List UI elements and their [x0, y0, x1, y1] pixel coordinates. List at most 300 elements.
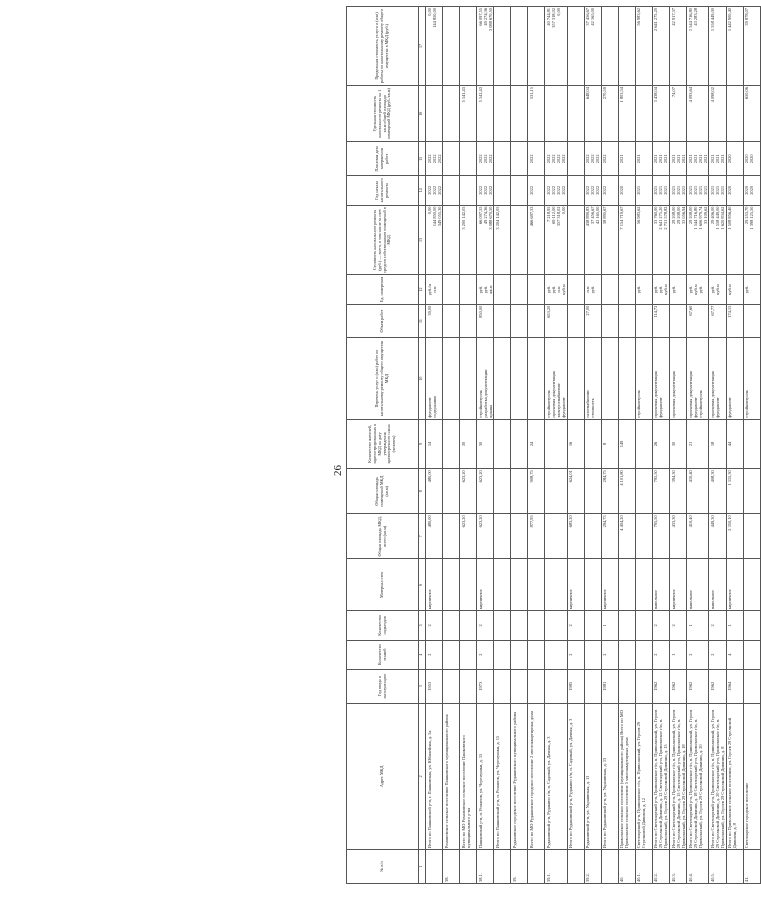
- cell-line: 2 350,10: [727, 515, 733, 531]
- year-cell: [726, 669, 743, 703]
- cell-line: газоснабжение: [585, 389, 591, 418]
- unit-cell: [709, 275, 726, 304]
- column-header: Плановая дата завершения работ: [347, 142, 419, 176]
- cell-line: 2: [426, 624, 432, 627]
- cell-line: 2021: [709, 185, 715, 195]
- row-number: [618, 850, 635, 884]
- row-number: [652, 850, 669, 884]
- row-number: [494, 850, 511, 884]
- cell-line: фундамент: [715, 397, 720, 418]
- cost-cell: [601, 205, 618, 275]
- limit-cost-cell: [443, 7, 460, 86]
- wall-material-cell: [618, 559, 635, 611]
- cell-line: 1: [670, 653, 676, 656]
- year-cell: [426, 669, 443, 703]
- cell-line: 2022: [487, 185, 493, 195]
- cell-line: 0,00: [556, 8, 561, 16]
- year-cell: [494, 669, 511, 703]
- residents-cell: [426, 419, 443, 469]
- cell-line: 2022: [482, 154, 488, 164]
- limit-cost-cell: [567, 7, 584, 86]
- table-row: [443, 7, 460, 884]
- cell-line: 270,59: [602, 87, 608, 100]
- column-number: 14: [419, 176, 426, 205]
- cell-line: 2021: [658, 154, 664, 164]
- cell-line: Рудакинское городское поселение Рудакинского муниципального района: [511, 711, 517, 849]
- unit-cost-cell: [443, 86, 460, 142]
- residents-cell: [601, 419, 618, 469]
- address-cell: [545, 703, 567, 850]
- floors-cell: [443, 640, 460, 669]
- cell-line: 2021: [658, 185, 664, 195]
- unit-cost-cell: [601, 86, 618, 142]
- cell-line: руб.: [697, 285, 703, 294]
- wall-material-cell: [477, 559, 494, 611]
- cell-line: 2020: [619, 185, 625, 195]
- unit-cell: [494, 275, 511, 304]
- total-area-cell: [494, 514, 511, 559]
- volume-cell: [494, 304, 511, 338]
- residents-cell: [687, 419, 709, 469]
- year-cell: [709, 669, 726, 703]
- residents-cell: [494, 419, 511, 469]
- column-number: 15: [419, 142, 426, 176]
- cell-line: 33 760,00: [653, 206, 659, 225]
- table-row: [477, 7, 494, 884]
- cell-line: 2021: [697, 154, 703, 164]
- total-area-cell: [477, 514, 494, 559]
- row-number: [584, 850, 601, 884]
- cell-line: кирпичное: [568, 589, 574, 610]
- cell-line: электроснабжение: [556, 383, 561, 418]
- entrances-cell: [743, 611, 760, 640]
- cell-line: 2022: [482, 185, 488, 195]
- cost-cell: [443, 205, 460, 275]
- cell-line: 2: [709, 624, 715, 627]
- cell-line: 0,00: [561, 206, 567, 215]
- column-number: 3: [419, 669, 426, 703]
- total-area-cell: [652, 514, 669, 559]
- address-cell: [584, 703, 601, 850]
- cell-line: 3 088 670,50: [487, 206, 493, 230]
- end-year-cell: [511, 142, 528, 176]
- cell-line: 2021: [619, 154, 625, 164]
- cell-line: 2021: [709, 154, 715, 164]
- cell-line: 2022: [431, 154, 437, 164]
- volume-cell: [743, 304, 760, 338]
- cell-line: 29 208,00: [675, 206, 681, 225]
- works-cell: [528, 338, 545, 419]
- cell-line: кирпичное: [727, 589, 733, 610]
- page-number: 26: [332, 465, 344, 476]
- start-year-cell: [494, 176, 511, 205]
- cell-line: 2022: [585, 185, 591, 195]
- unit-cost-cell: [511, 86, 528, 142]
- cell-line: 43 283,28: [692, 8, 698, 26]
- year-cell: [528, 669, 545, 703]
- unit-cell: [443, 275, 460, 304]
- total-area-cell: [709, 514, 726, 559]
- row-number: [426, 850, 443, 884]
- end-year-cell: [743, 142, 760, 176]
- cell-line: Пашковский р-н, п. Романов, ул. Черемушки, д. 15: [477, 753, 483, 849]
- cell-line: крыша: [487, 405, 493, 418]
- column-number: 1: [419, 850, 426, 884]
- cell-line: 39.1.: [545, 873, 551, 882]
- cell-line: 1 544 716,80: [692, 206, 698, 230]
- address-cell: [709, 703, 726, 850]
- unit-cost-cell: [670, 86, 687, 142]
- cell-line: 2021: [702, 154, 708, 164]
- wall-material-cell: [443, 559, 460, 611]
- cell-line: руб.: [590, 285, 596, 294]
- column-header: Общая площадь МКД, всего (кв.м): [347, 514, 419, 559]
- cost-cell: [477, 205, 494, 275]
- cell-line: панельное: [653, 589, 659, 610]
- entrances-cell: [652, 611, 669, 640]
- cost-cell: [511, 205, 528, 275]
- cell-line: 2021: [675, 185, 681, 195]
- unit-cost-cell: [635, 86, 652, 142]
- cell-line: руб.: [658, 285, 664, 294]
- cell-line: 2021: [715, 185, 720, 195]
- row-number: [511, 850, 528, 884]
- cell-line: 2021: [720, 154, 726, 164]
- wall-material-cell: [670, 559, 687, 611]
- unit-cell: [726, 275, 743, 304]
- cell-line: 40.1.: [636, 873, 642, 882]
- limit-cost-cell: [426, 7, 443, 86]
- floors-cell: [567, 640, 584, 669]
- entrances-cell: [709, 611, 726, 640]
- column-header: № п/п: [347, 850, 419, 884]
- total-area-cell: [567, 514, 584, 559]
- end-year-cell: [567, 142, 584, 176]
- cell-line: 2022: [590, 185, 596, 195]
- cell-line: 149: [619, 440, 625, 448]
- unit-cell: [652, 275, 669, 304]
- cell-line: фундамент: [426, 397, 432, 418]
- cell-line: 1 544 716,80: [687, 8, 693, 32]
- cell-line: 480,00: [426, 470, 432, 483]
- cell-line: 2022: [602, 154, 608, 164]
- start-year-cell: [652, 176, 669, 205]
- residents-cell: [670, 419, 687, 469]
- volume-cell: [511, 304, 528, 338]
- cell-line: руб.: [653, 285, 659, 294]
- residents-cell: [443, 419, 460, 469]
- floors-cell: [743, 640, 760, 669]
- end-year-cell: [477, 142, 494, 176]
- cell-line: 2: [687, 653, 693, 656]
- floors-cell: [511, 640, 528, 669]
- start-year-cell: [545, 176, 567, 205]
- cell-line: Итого по Рудакинский р-н, ул. Украинская, д. 13: [602, 757, 608, 849]
- floors-cell: [494, 640, 511, 669]
- volume-cell: [567, 304, 584, 338]
- entrances-cell: [618, 611, 635, 640]
- address-cell: [494, 703, 511, 850]
- wall-material-cell: [584, 559, 601, 611]
- wall-material-cell: [545, 559, 567, 611]
- total-area-cell: [443, 514, 460, 559]
- cell-line: 2022: [528, 154, 534, 164]
- table-row: [743, 7, 760, 884]
- residents-cell: [460, 419, 477, 469]
- column-header: Количество подъездов: [347, 611, 419, 640]
- cell-line: 2022: [528, 185, 534, 195]
- cell-line: руб.: [482, 285, 488, 294]
- year-cell: [584, 669, 601, 703]
- residents-cell: [618, 419, 635, 469]
- cell-line: 74,07: [670, 87, 676, 97]
- cell-line: 44: [727, 441, 733, 447]
- address-cell: [726, 703, 743, 850]
- cell-line: руб.: [545, 285, 551, 294]
- entrances-cell: [584, 611, 601, 640]
- floors-cell: [652, 640, 669, 669]
- cell-line: 67,77: [709, 305, 715, 316]
- premises-area-cell: [584, 469, 601, 514]
- limit-cost-cell: [709, 7, 726, 86]
- cell-line: кирпичное: [602, 589, 608, 610]
- unit-cell: [545, 275, 567, 304]
- cell-line: 1962: [653, 681, 659, 691]
- total-area-cell: [584, 514, 601, 559]
- cell-line: 40.: [619, 876, 625, 882]
- unit-cell: [618, 275, 635, 304]
- row-number: [545, 850, 567, 884]
- column-number: 5: [419, 611, 426, 640]
- row-number: [443, 850, 460, 884]
- entrances-cell: [567, 611, 584, 640]
- wall-material-cell: [635, 559, 652, 611]
- column-number: 12: [419, 275, 426, 304]
- address-cell: [460, 703, 477, 850]
- column-header: Перечень услуг и (или) работ по капитальному ремонту общего имущества МКД: [347, 338, 419, 419]
- volume-cell: [726, 304, 743, 338]
- column-number: 17: [419, 7, 426, 86]
- column-header: Количество жителей, зарегистрированных в МКД на дату утверждения краткосрочного плана (человек): [347, 419, 419, 469]
- works-cell: [477, 338, 494, 419]
- cell-line: 41.: [744, 876, 750, 882]
- total-area-cell: [635, 514, 652, 559]
- unit-cell: [584, 275, 601, 304]
- row-number: [709, 850, 726, 884]
- cell-line: 850,00: [477, 305, 483, 318]
- cell-line: 650,06: [744, 87, 750, 100]
- unit-cell: [511, 275, 528, 304]
- cell-line: 2021: [697, 185, 703, 195]
- unit-cost-cell: [652, 86, 669, 142]
- cell-line: 394,30: [670, 470, 676, 483]
- cell-line: Итого по Рудакинский р-н, Рудакино г/п, п. Садовый, ул. Дачная, д. 3: [568, 718, 574, 849]
- cell-line: 2022: [436, 154, 442, 164]
- address-cell: [601, 703, 618, 850]
- cell-line: 2: [709, 653, 715, 656]
- volume-cell: [545, 304, 567, 338]
- cell-line: 42 917,37: [670, 8, 676, 26]
- cost-cell: [652, 205, 669, 275]
- cell-line: руб.: [670, 285, 676, 294]
- limit-cost-cell: [528, 7, 545, 86]
- cell-line: 1 606 979,74: [697, 206, 703, 230]
- start-year-cell: [726, 176, 743, 205]
- premises-area-cell: [443, 469, 460, 514]
- total-area-cell: [545, 514, 567, 559]
- cost-cell: [618, 205, 635, 275]
- premises-area-cell: [635, 469, 652, 514]
- cell-line: 438 899,83: [585, 206, 591, 227]
- cell-line: 2022: [561, 154, 567, 164]
- cell-line: 683,20: [568, 515, 574, 528]
- year-cell: [443, 669, 460, 703]
- cell-line: Романовское сельское поселение Пашковского муниципального района: [443, 714, 449, 849]
- column-header: Стоимость капитального ремонта (руб.) — всего, в том числе за счет средств собственников помещений в МКД: [347, 205, 419, 275]
- table-row: [635, 7, 652, 884]
- cell-line: фундамент: [561, 397, 567, 418]
- cell-line: 42 165,00: [595, 206, 601, 225]
- total-area-cell: [426, 514, 443, 559]
- capital-repair-table: [346, 6, 761, 884]
- cell-line: 2022: [545, 185, 551, 195]
- cell-line: куб.м: [727, 284, 733, 295]
- cell-line: 14: [426, 441, 432, 447]
- cell-line: 2021: [702, 185, 708, 195]
- premises-area-cell: [494, 469, 511, 514]
- cell-line: 2 731 578,82: [663, 206, 669, 230]
- works-cell: [494, 338, 511, 419]
- cell-line: Итого по Светлоярский р-н, Приволжское г/п, п. Приволжский, ул. Героев 29 Стрелковой Дивизии, д. 18 Светлоярский р-н, Приволжское г/п, п. Приволжский, ул. Героев 29 Стрелковой Дивизии, д. 20: [687, 709, 703, 849]
- end-year-cell: [528, 142, 545, 176]
- cost-cell: [528, 205, 545, 275]
- cell-line: руб.: [477, 285, 483, 294]
- cell-line: 1985: [568, 681, 574, 691]
- start-year-cell: [709, 176, 726, 205]
- year-cell: [670, 669, 687, 703]
- end-year-cell: [618, 142, 635, 176]
- cell-line: 2022: [556, 185, 561, 195]
- year-cell: [618, 669, 635, 703]
- works-cell: [545, 338, 567, 419]
- premises-area-cell: [477, 469, 494, 514]
- premises-area-cell: [726, 469, 743, 514]
- premises-area-cell: [511, 469, 528, 514]
- cell-line: 27,00: [585, 305, 591, 316]
- row-number: [670, 850, 687, 884]
- cell-line: 7 154 719,67: [619, 206, 625, 230]
- unit-cell: [528, 275, 545, 304]
- cell-line: 3 088 670,50: [487, 8, 493, 32]
- cell-line: 33 109,62: [702, 206, 708, 225]
- cell-line: 648,04: [585, 87, 591, 100]
- cell-line: 66 097,55: [477, 206, 483, 225]
- cell-line: 2021: [663, 185, 669, 195]
- cost-cell: [426, 205, 443, 275]
- cell-line: 2021: [687, 185, 693, 195]
- address-cell: [567, 703, 584, 850]
- cell-line: 1 558 449,00: [715, 206, 720, 230]
- cell-line: 38.1.: [477, 873, 483, 882]
- cell-line: 40.5.: [709, 873, 715, 882]
- cell-line: стройконтроль: [545, 390, 551, 418]
- column-header: Предельная стоимость услуги и (или) работы по капитальному ремонту общего имущества в МКД (руб.): [347, 7, 419, 86]
- volume-cell: [477, 304, 494, 338]
- cell-line: 2021: [715, 154, 720, 164]
- cell-line: п.м: [585, 286, 591, 293]
- year-cell: [477, 669, 494, 703]
- cell-line: куб.м: [663, 284, 669, 295]
- table-row: [567, 7, 584, 884]
- end-year-cell: [601, 142, 618, 176]
- cost-cell: [545, 205, 567, 275]
- start-year-cell: [743, 176, 760, 205]
- cell-line: 877,95: [528, 515, 534, 528]
- cell-line: 1 803,34: [619, 87, 625, 103]
- cell-line: проектная документация: [653, 371, 659, 418]
- cell-line: Итого по Пашковской р-н, г. Пашковская, ул. Юбилейная, д. 5а: [426, 730, 432, 849]
- cell-line: 2020: [749, 154, 755, 164]
- cell-line: 16: [568, 441, 574, 447]
- end-year-cell: [726, 142, 743, 176]
- wall-material-cell: [460, 559, 477, 611]
- cell-line: 7 218,95: [545, 206, 551, 222]
- unit-cell: [743, 275, 760, 304]
- cell-line: 67,60: [687, 305, 693, 316]
- cell-line: 3 204 142,05: [494, 206, 500, 230]
- unit-cost-cell: [743, 86, 760, 142]
- cell-line: проектная документация: [687, 371, 693, 418]
- cell-line: 49 274,36: [482, 8, 488, 26]
- cell-line: 29 208,00: [670, 206, 676, 225]
- unit-cost-cell: [528, 86, 545, 142]
- start-year-cell: [511, 176, 528, 205]
- row-number: [743, 850, 760, 884]
- cell-line: 2021: [692, 154, 698, 164]
- table-row: [726, 7, 743, 884]
- cell-line: 2: [653, 653, 659, 656]
- address-cell: [426, 703, 443, 850]
- cell-line: 357 318,02: [550, 8, 556, 28]
- cell-line: 2: [568, 653, 574, 656]
- cell-line: п.м: [556, 286, 561, 293]
- volume-cell: [652, 304, 669, 338]
- cell-line: стройконтроль: [697, 390, 703, 418]
- cell-line: 4 404,20: [619, 515, 625, 531]
- cell-line: 2021: [675, 154, 681, 164]
- residents-cell: [726, 419, 743, 469]
- table-row: [511, 7, 528, 884]
- cell-line: 5 141,43: [460, 87, 466, 103]
- cell-line: фундамент: [727, 397, 733, 418]
- unit-cost-cell: [687, 86, 709, 142]
- limit-cost-cell: [670, 7, 687, 86]
- end-year-cell: [687, 142, 709, 176]
- works-cell: [743, 338, 760, 419]
- cell-line: 4 093,64: [687, 87, 693, 103]
- wall-material-cell: [743, 559, 760, 611]
- cell-line: 38 895,67: [602, 206, 608, 225]
- table-row: [460, 7, 477, 884]
- year-cell: [652, 669, 669, 703]
- column-number: 11: [419, 304, 426, 338]
- floors-cell: [709, 640, 726, 669]
- floors-cell: [670, 640, 687, 669]
- volume-cell: [443, 304, 460, 338]
- premises-area-cell: [528, 469, 545, 514]
- limit-cost-cell: [460, 7, 477, 86]
- cell-line: 623,20: [460, 515, 466, 528]
